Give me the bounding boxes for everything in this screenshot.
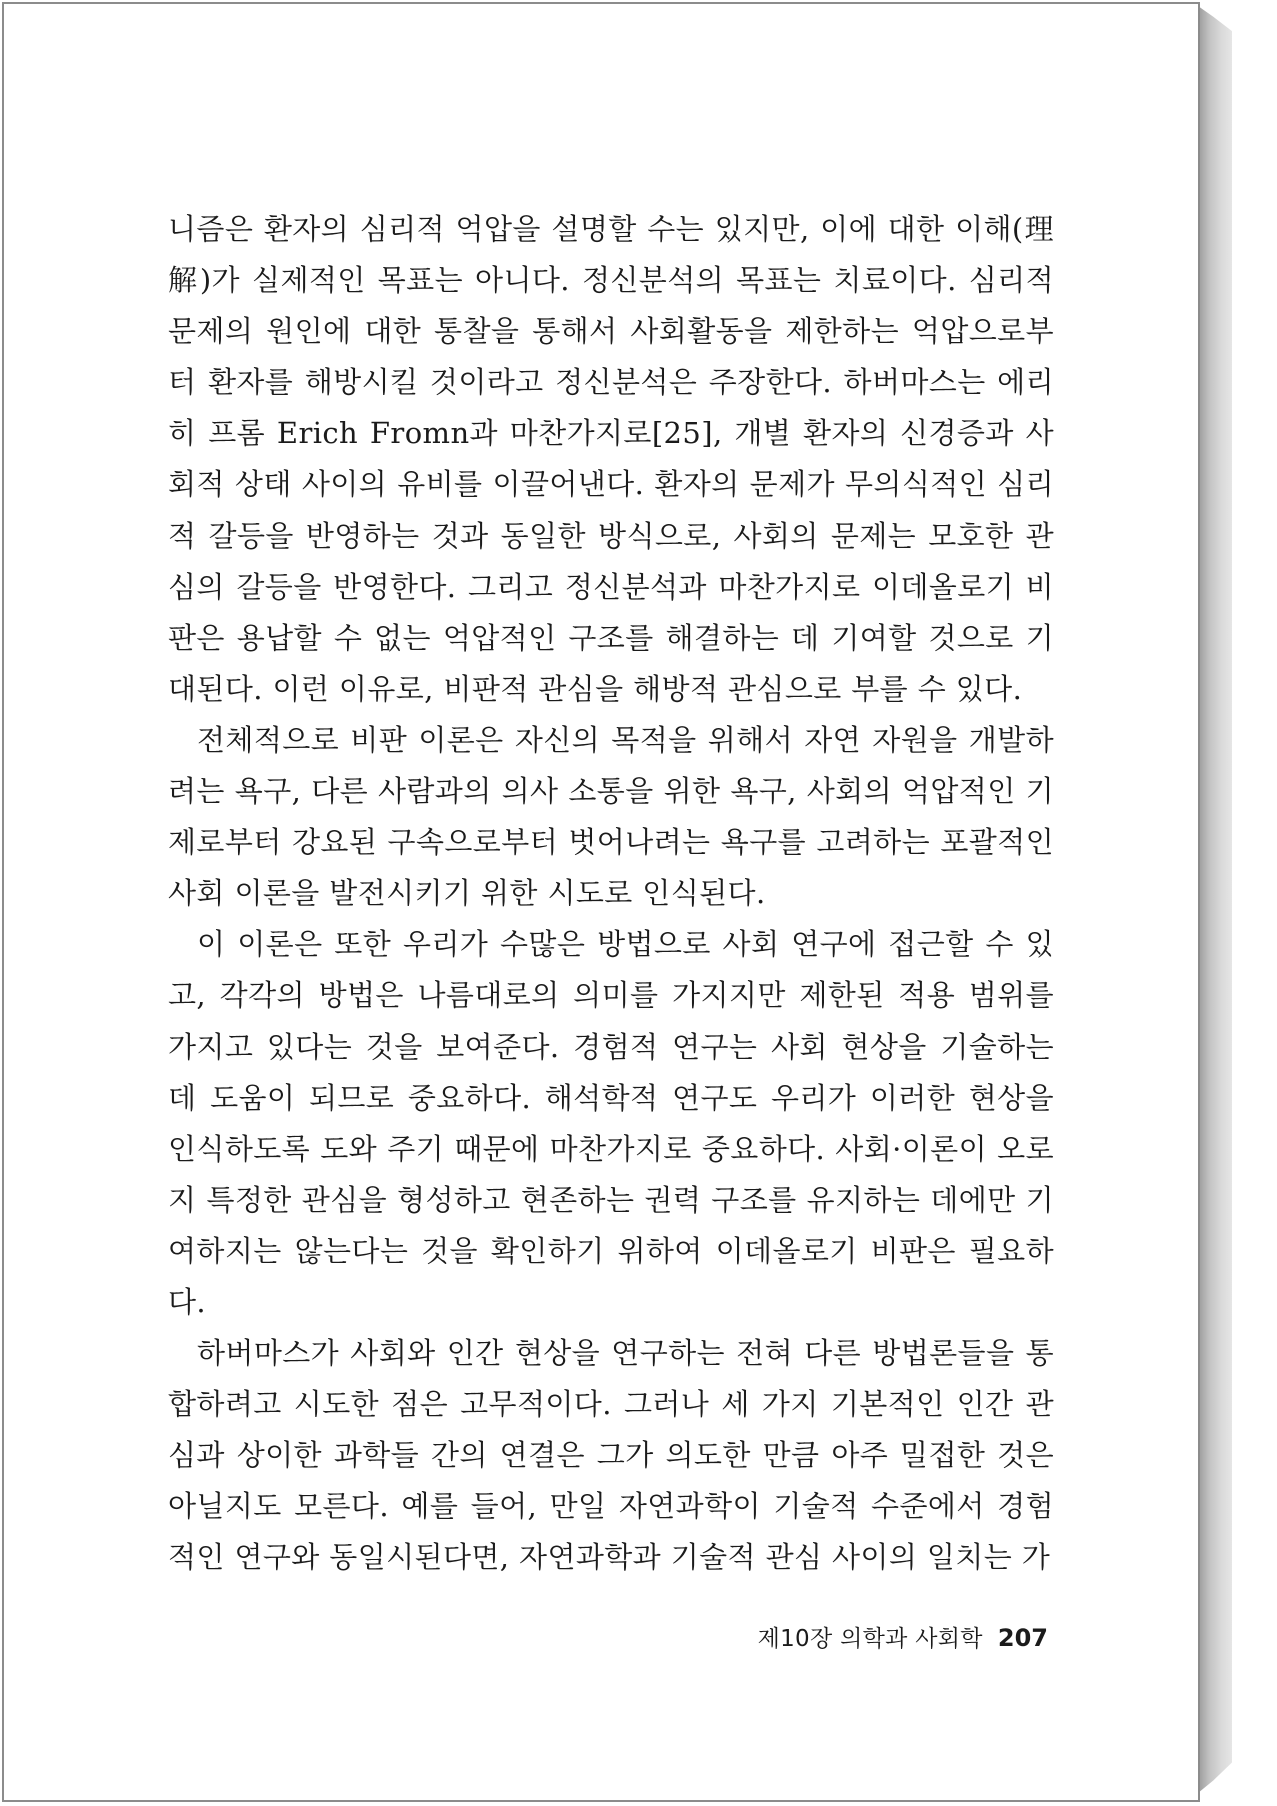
body-text [168, 204, 1054, 1584]
paragraph-2: 전체적으로 비판 이론은 자신의 목적을 위해서 자연 자원을 개발하려는 욕구, 다른 사람과의 의사 소통을 위한 욕구, 사회의 억압적인 기제로부터 강요된 구속으로부터 벗어나려는 욕구를 고려하는 포괄적인 사회 이론을 발전시키기 위한 시도로 인식된다. [168, 722, 1054, 911]
page-footer [758, 1620, 1048, 1653]
chapter-title: 제10장 의학과 사회학 [757, 1626, 983, 1652]
book-page [2, 2, 1200, 1802]
page-edge-shadow [1198, 6, 1232, 1802]
page-number: 207 [997, 1624, 1048, 1652]
paragraph-1: 니즘은 환자의 심리적 억압을 설명할 수는 있지만, 이에 대한 이해(理解)가 실제적인 목표는 아니다. 정신분석의 목표는 치료이다. 심리적 문제의 원인에 대한 통찰을 통해서 사회활동을 제한하는 억압으로부터 환자를 해방시킬 것이라고 정신분석은 주장한다. 하버마스는 에리히 프롬 Erich Fromn과 마찬가지로[25], 개별 환자의 신경증과 사회적 상태 사이의 유비를 이끌어낸다. 환자의 문제가 무의식적인 심리적 갈등을 반영하는 것과 동일한 방식으로, 사회의 문제는 모호한 관심의 갈등을 반영한다. 그리고 정신분석과 마찬가지로 이데올로기 비판은 용납할 수 없는 억압적인 구조를 해결하는 데 기여할 것으로 기대된다. 이런 이유로, 비판적 관심을 해방적 관심으로 부를 수 있다. [168, 212, 1054, 706]
paragraph-4: 하버마스가 사회와 인간 현상을 연구하는 전혀 다른 방법론들을 통합하려고 시도한 점은 고무적이다. 그러나 세 가지 기본적인 인간 관심과 상이한 과학들 간의 연결은 그가 의도한 만큼 아주 밀접한 것은 아닐지도 모른다. 예를 들어, 만일 자연과학이 기술적 수준에서 경험적인 연구와 동일시된다면, 자연과학과 기술적 관심 사이의 일치는 가 [168, 1336, 1054, 1575]
paragraph-3: 이 이론은 또한 우리가 수많은 방법으로 사회 연구에 접근할 수 있고, 각각의 방법은 나름대로의 의미를 가지지만 제한된 적용 범위를 가지고 있다는 것을 보여준다. 경험적 연구는 사회 현상을 기술하는 데 도움이 되므로 중요하다. 해석학적 연구도 우리가 이러한 현상을 인식하도록 도와 주기 때문에 마찬가지로 중요하다. 사회·이론이 오로지 특정한 관심을 형성하고 현존하는 권력 구조를 유지하는 데에만 기여하지는 않는다는 것을 확인하기 위하여 이데올로기 비판은 필요하다. [168, 927, 1054, 1319]
